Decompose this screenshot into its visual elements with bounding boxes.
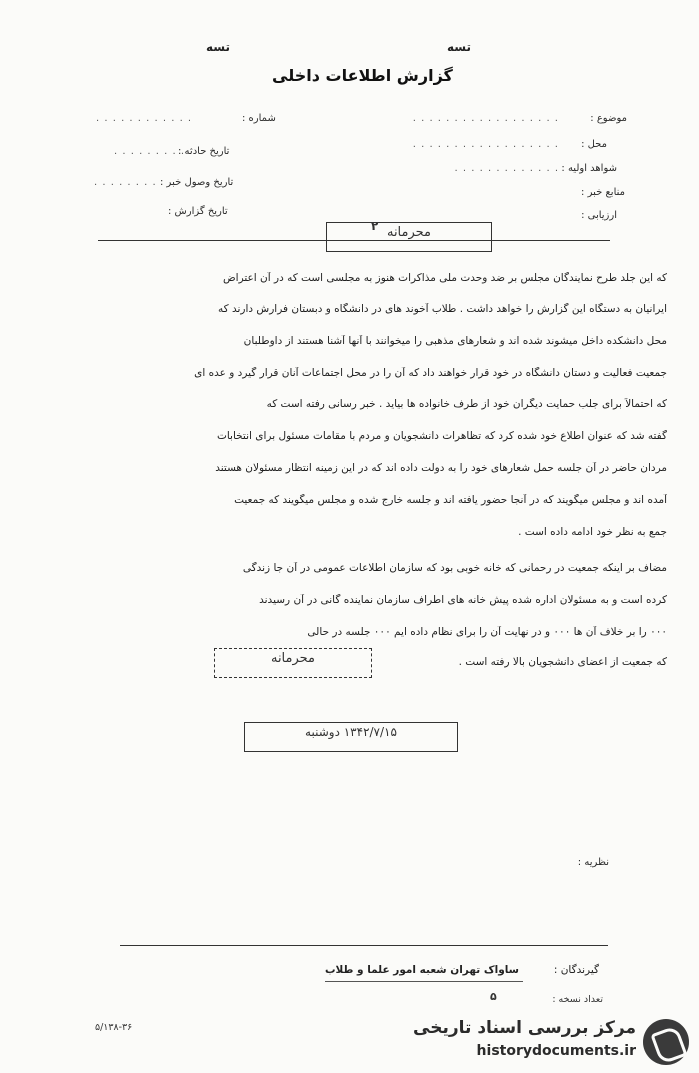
body-p1-line-6: گفته شد که عنوان اطلاع خود شده کرد که تظاهرات دانشجویان و مردم با مقامات مسئول برای انتخابات xyxy=(216,430,667,442)
body-p1-line-3: محل دانشکده داخل میشوند شده اند و شعارهای مذهبی را میخوانند با آنها آشنا هستند از داوطلبان xyxy=(243,335,667,347)
date-stamp: ۱۳۴۲/۷/۱۵ دوشنبه xyxy=(244,722,458,752)
field-evidence-dots: . . . . . . . . . . . . . xyxy=(454,163,559,174)
body-p1-line-4: جمعیت فعالیت و دستان دانشگاه در خود قرار خواهند داد که آن را در محل اجتماعات آنان قرار گیرد و عده ای xyxy=(194,367,667,379)
body-p1-line-5: که احتمالاً برای جلب حمایت دیگران خود از طرف خانواده ها بیاید . خبر رسانی رفته است که xyxy=(266,398,667,410)
watermark-url: historydocuments.ir xyxy=(476,1043,636,1059)
classification-stamp-text: محرمانه xyxy=(386,225,432,240)
recipients-underline xyxy=(325,981,523,982)
recipients-value: ساواک تهران شعبه امور علما و طلاب xyxy=(324,964,519,976)
copies-label: تعداد نسخه : xyxy=(552,994,603,1005)
body-p2-line-1: مضاف بر اینکه جمعیت در رحمانی که خانه خوبی بود که سازمان اطلاعات عمومی در آن جا زندگی xyxy=(242,562,667,574)
field-assessment-label: ارزیابی : xyxy=(581,210,617,221)
field-sources-label: منابع خبر : xyxy=(581,187,625,198)
document-number: ۵/۱۳۸-۳۶ xyxy=(95,1022,133,1033)
field-evidence-label: شواهد اولیه : xyxy=(561,163,617,174)
field-location-dots: . . . . . . . . . . . . . . . . . . xyxy=(412,139,559,150)
copies-value: ۵ xyxy=(490,990,497,1003)
field-subject-dots: . . . . . . . . . . . . . . . . . . xyxy=(412,113,559,124)
recipients-label: گیرندگان : xyxy=(553,964,599,976)
field-number-label: شماره : xyxy=(242,113,276,124)
top-mark-right: تسه xyxy=(206,40,230,54)
body-p1-line-1: که این جلد طرح نمایندگان مجلس بر ضد وحدت ملی مذاکرات هنوز به مجلسی است که در آن اعتراض xyxy=(222,272,667,284)
field-subject-label: موضوع : xyxy=(590,113,627,124)
field-location-label: محل : xyxy=(581,139,607,150)
top-mark-left: تسه xyxy=(447,40,471,54)
footer-divider xyxy=(120,945,608,946)
body-p1-line-2: ایرانیان به دستگاه این گزارش را خواهد داشت . طلاب آخوند های در دانشگاه و دبستان فرارش دارند که xyxy=(218,303,667,315)
document-title: گزارش اطلاعات داخلی xyxy=(272,66,453,85)
body-p1-line-8: آمده اند و مجلس میگویند که در آنجا حضور یافته اند و جلسه خارج شده و مجلس میگویند که جمعیت xyxy=(234,494,667,506)
field-incident-date-dots: . . . . . . . . . xyxy=(114,146,186,157)
classification-stamp-number: ۲ xyxy=(371,219,379,233)
classification-stamp xyxy=(326,219,492,252)
field-receipt-date-label: تاریخ وصول خبر : xyxy=(160,177,234,188)
field-number-dots: . . . . . . . . . . . . xyxy=(96,113,193,124)
body-p2-line-4: که جمعیت از اعضای دانشجویان بالا رفته است . xyxy=(458,656,667,668)
archive-logo-icon xyxy=(643,1019,689,1065)
secret-stamp: محرمانه xyxy=(214,648,372,678)
watermark-name: مرکز بررسی اسناد تاریخی xyxy=(413,1018,636,1038)
field-report-date-label: تاریخ گزارش : xyxy=(168,206,228,217)
body-p1-line-9: جمع به نظر خود ادامه داده است . xyxy=(518,526,667,538)
body-p2-line-2: کرده است و به مسئولان اداره شده پیش خانه های اطراف سازمان نماینده گانی در آن رسیدند xyxy=(259,594,667,606)
opinion-label: نظریه : xyxy=(577,857,609,868)
field-receipt-date-dots: . . . . . . . . xyxy=(94,177,157,188)
field-incident-date-label: تاریخ حادثه : xyxy=(178,146,230,157)
body-p2-line-3: ۰۰۰ را بر خلاف آن ها ۰۰۰ و در نهایت آن را برای نظام داده ایم ۰۰۰ جلسه در حالی xyxy=(307,626,667,638)
body-p1-line-7: مردان حاضر در آن جلسه حمل شعارهای خود را به دولت داده اند که در این زمینه انتظار مسئولان هستند xyxy=(215,462,667,474)
